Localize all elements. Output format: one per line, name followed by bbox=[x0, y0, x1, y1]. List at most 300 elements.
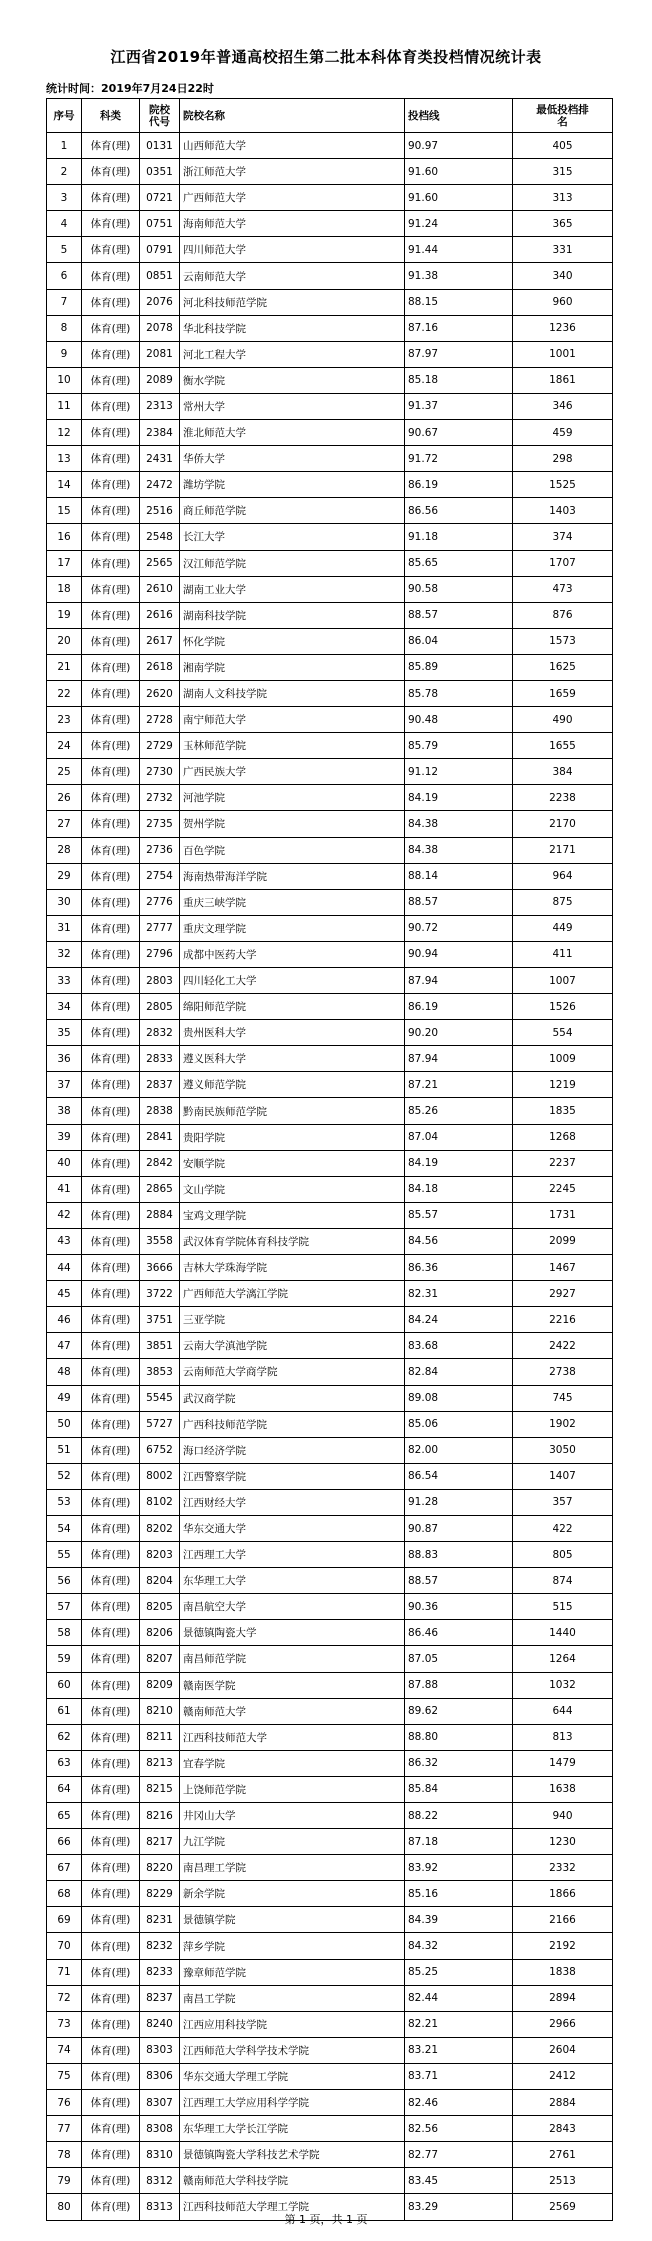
category-cell: 体育(理) bbox=[82, 1124, 140, 1150]
rank-cell: 2166 bbox=[513, 1907, 613, 1933]
rank-cell: 490 bbox=[513, 707, 613, 733]
rank-cell: 1838 bbox=[513, 1959, 613, 1985]
seq-cell: 35 bbox=[47, 1020, 82, 1046]
category-cell: 体育(理) bbox=[82, 1176, 140, 1202]
rank-cell: 960 bbox=[513, 289, 613, 315]
name-cell: 豫章师范学院 bbox=[180, 1959, 405, 1985]
category-cell: 体育(理) bbox=[82, 2063, 140, 2089]
name-cell: 绵阳师范学院 bbox=[180, 994, 405, 1020]
score-cell: 86.32 bbox=[405, 1750, 513, 1776]
table-row bbox=[47, 1385, 613, 1411]
seq-cell: 3 bbox=[47, 185, 82, 211]
code-cell: 3751 bbox=[140, 1307, 180, 1333]
table-row bbox=[47, 1594, 613, 1620]
code-cell: 2729 bbox=[140, 733, 180, 759]
category-cell: 体育(理) bbox=[82, 994, 140, 1020]
code-cell: 2865 bbox=[140, 1176, 180, 1202]
name-cell: 景德镇学院 bbox=[180, 1907, 405, 1933]
header-name: 院校名称 bbox=[180, 99, 405, 133]
code-cell: 2796 bbox=[140, 941, 180, 967]
header-code bbox=[140, 99, 180, 133]
category-cell: 体育(理) bbox=[82, 2011, 140, 2037]
name-cell: 湖南人文科技学院 bbox=[180, 680, 405, 706]
seq-cell: 48 bbox=[47, 1359, 82, 1385]
table-row bbox=[47, 602, 613, 628]
category-cell: 体育(理) bbox=[82, 968, 140, 994]
code-cell: 2842 bbox=[140, 1150, 180, 1176]
seq-cell: 67 bbox=[47, 1855, 82, 1881]
rank-cell: 1866 bbox=[513, 1881, 613, 1907]
rank-cell: 473 bbox=[513, 576, 613, 602]
table-header-row bbox=[47, 99, 613, 133]
score-cell: 86.54 bbox=[405, 1463, 513, 1489]
code-cell: 0791 bbox=[140, 237, 180, 263]
score-cell: 82.00 bbox=[405, 1437, 513, 1463]
seq-cell: 62 bbox=[47, 1724, 82, 1750]
code-cell: 8240 bbox=[140, 2011, 180, 2037]
table-row bbox=[47, 1672, 613, 1698]
table-row bbox=[47, 1568, 613, 1594]
category-cell: 体育(理) bbox=[82, 1385, 140, 1411]
seq-cell: 51 bbox=[47, 1437, 82, 1463]
code-cell: 8203 bbox=[140, 1542, 180, 1568]
table-row bbox=[47, 2142, 613, 2168]
table-row bbox=[47, 2168, 613, 2194]
rank-cell: 2604 bbox=[513, 2037, 613, 2063]
name-cell: 华北科技学院 bbox=[180, 315, 405, 341]
category-cell: 体育(理) bbox=[82, 211, 140, 237]
category-cell: 体育(理) bbox=[82, 550, 140, 576]
rank-cell: 422 bbox=[513, 1515, 613, 1541]
rank-cell: 331 bbox=[513, 237, 613, 263]
code-cell: 5727 bbox=[140, 1411, 180, 1437]
score-cell: 85.57 bbox=[405, 1202, 513, 1228]
name-cell: 东华理工大学长江学院 bbox=[180, 2116, 405, 2142]
category-cell: 体育(理) bbox=[82, 393, 140, 419]
seq-cell: 42 bbox=[47, 1202, 82, 1228]
seq-cell: 39 bbox=[47, 1124, 82, 1150]
seq-cell: 69 bbox=[47, 1907, 82, 1933]
rank-cell: 1638 bbox=[513, 1776, 613, 1802]
seq-cell: 37 bbox=[47, 1072, 82, 1098]
seq-cell: 55 bbox=[47, 1542, 82, 1568]
rank-cell: 2099 bbox=[513, 1228, 613, 1254]
code-cell: 2837 bbox=[140, 1072, 180, 1098]
table-row bbox=[47, 1750, 613, 1776]
table-row bbox=[47, 915, 613, 941]
rank-cell: 1861 bbox=[513, 367, 613, 393]
score-cell: 83.71 bbox=[405, 2063, 513, 2089]
rank-cell: 298 bbox=[513, 446, 613, 472]
code-cell: 2384 bbox=[140, 420, 180, 446]
seq-cell: 46 bbox=[47, 1307, 82, 1333]
table-row bbox=[47, 1176, 613, 1202]
name-cell: 赣南师范大学 bbox=[180, 1698, 405, 1724]
rank-cell: 1236 bbox=[513, 315, 613, 341]
category-cell: 体育(理) bbox=[82, 420, 140, 446]
rank-cell: 2422 bbox=[513, 1333, 613, 1359]
name-cell: 遵义医科大学 bbox=[180, 1046, 405, 1072]
seq-cell: 40 bbox=[47, 1150, 82, 1176]
seq-cell: 60 bbox=[47, 1672, 82, 1698]
category-cell: 体育(理) bbox=[82, 1881, 140, 1907]
code-cell: 8303 bbox=[140, 2037, 180, 2063]
category-cell: 体育(理) bbox=[82, 1855, 140, 1881]
name-cell: 重庆文理学院 bbox=[180, 915, 405, 941]
category-cell: 体育(理) bbox=[82, 707, 140, 733]
name-cell: 景德镇陶瓷大学 bbox=[180, 1620, 405, 1646]
rank-cell: 813 bbox=[513, 1724, 613, 1750]
table-row bbox=[47, 2011, 613, 2037]
score-cell: 83.92 bbox=[405, 1855, 513, 1881]
rank-cell: 411 bbox=[513, 941, 613, 967]
name-cell: 九江学院 bbox=[180, 1829, 405, 1855]
category-cell: 体育(理) bbox=[82, 1489, 140, 1515]
code-cell: 0131 bbox=[140, 133, 180, 159]
name-cell: 海口经济学院 bbox=[180, 1437, 405, 1463]
score-cell: 85.78 bbox=[405, 680, 513, 706]
score-cell: 87.16 bbox=[405, 315, 513, 341]
rank-cell: 2761 bbox=[513, 2142, 613, 2168]
code-cell: 2089 bbox=[140, 367, 180, 393]
rank-cell: 2884 bbox=[513, 2090, 613, 2116]
name-cell: 三亚学院 bbox=[180, 1307, 405, 1333]
name-cell: 湖南科技学院 bbox=[180, 602, 405, 628]
code-cell: 2732 bbox=[140, 785, 180, 811]
seq-cell: 79 bbox=[47, 2168, 82, 2194]
seq-cell: 16 bbox=[47, 524, 82, 550]
seq-cell: 23 bbox=[47, 707, 82, 733]
score-cell: 82.84 bbox=[405, 1359, 513, 1385]
category-cell: 体育(理) bbox=[82, 498, 140, 524]
score-cell: 91.18 bbox=[405, 524, 513, 550]
table-row bbox=[47, 1463, 613, 1489]
seq-cell: 77 bbox=[47, 2116, 82, 2142]
category-cell: 体育(理) bbox=[82, 1594, 140, 1620]
seq-cell: 11 bbox=[47, 393, 82, 419]
score-cell: 88.57 bbox=[405, 602, 513, 628]
score-cell: 83.45 bbox=[405, 2168, 513, 2194]
code-cell: 2076 bbox=[140, 289, 180, 315]
table-row bbox=[47, 1803, 613, 1829]
name-cell: 长江大学 bbox=[180, 524, 405, 550]
table-row bbox=[47, 2090, 613, 2116]
seq-cell: 25 bbox=[47, 759, 82, 785]
header-category: 科类 bbox=[82, 99, 140, 133]
name-cell: 四川师范大学 bbox=[180, 237, 405, 263]
seq-cell: 52 bbox=[47, 1463, 82, 1489]
seq-cell: 70 bbox=[47, 1933, 82, 1959]
score-cell: 89.08 bbox=[405, 1385, 513, 1411]
category-cell: 体育(理) bbox=[82, 133, 140, 159]
name-cell: 汉江师范学院 bbox=[180, 550, 405, 576]
category-cell: 体育(理) bbox=[82, 941, 140, 967]
seq-cell: 73 bbox=[47, 2011, 82, 2037]
category-cell: 体育(理) bbox=[82, 1803, 140, 1829]
code-cell: 8202 bbox=[140, 1515, 180, 1541]
seq-cell: 21 bbox=[47, 654, 82, 680]
score-cell: 91.28 bbox=[405, 1489, 513, 1515]
code-cell: 8312 bbox=[140, 2168, 180, 2194]
name-cell: 南宁师范大学 bbox=[180, 707, 405, 733]
table-row bbox=[47, 733, 613, 759]
rank-cell: 357 bbox=[513, 1489, 613, 1515]
code-cell: 2620 bbox=[140, 680, 180, 706]
category-cell: 体育(理) bbox=[82, 446, 140, 472]
name-cell: 江西应用科技学院 bbox=[180, 2011, 405, 2037]
table-row bbox=[47, 2063, 613, 2089]
rank-cell: 1230 bbox=[513, 1829, 613, 1855]
table-row bbox=[47, 968, 613, 994]
seq-cell: 9 bbox=[47, 341, 82, 367]
score-cell: 86.36 bbox=[405, 1255, 513, 1281]
score-cell: 90.58 bbox=[405, 576, 513, 602]
name-cell: 广西师范大学 bbox=[180, 185, 405, 211]
score-cell: 91.44 bbox=[405, 237, 513, 263]
score-cell: 83.29 bbox=[405, 2194, 513, 2220]
seq-cell: 44 bbox=[47, 1255, 82, 1281]
seq-cell: 34 bbox=[47, 994, 82, 1020]
table-row bbox=[47, 341, 613, 367]
code-cell: 8231 bbox=[140, 1907, 180, 1933]
seq-cell: 7 bbox=[47, 289, 82, 315]
category-cell: 体育(理) bbox=[82, 2194, 140, 2220]
code-cell: 2610 bbox=[140, 576, 180, 602]
seq-cell: 18 bbox=[47, 576, 82, 602]
table-row bbox=[47, 1046, 613, 1072]
rank-cell: 313 bbox=[513, 185, 613, 211]
code-cell: 2078 bbox=[140, 315, 180, 341]
rank-cell: 2237 bbox=[513, 1150, 613, 1176]
rank-cell: 554 bbox=[513, 1020, 613, 1046]
code-cell: 8209 bbox=[140, 1672, 180, 1698]
table-row bbox=[47, 1985, 613, 2011]
rank-cell: 340 bbox=[513, 263, 613, 289]
seq-cell: 12 bbox=[47, 420, 82, 446]
table-row bbox=[47, 211, 613, 237]
category-cell: 体育(理) bbox=[82, 1255, 140, 1281]
seq-cell: 15 bbox=[47, 498, 82, 524]
code-cell: 8205 bbox=[140, 1594, 180, 1620]
code-cell: 3853 bbox=[140, 1359, 180, 1385]
rank-cell: 3050 bbox=[513, 1437, 613, 1463]
score-cell: 88.14 bbox=[405, 863, 513, 889]
score-cell: 86.04 bbox=[405, 628, 513, 654]
category-cell: 体育(理) bbox=[82, 733, 140, 759]
seq-cell: 49 bbox=[47, 1385, 82, 1411]
table-row bbox=[47, 289, 613, 315]
score-cell: 88.57 bbox=[405, 1568, 513, 1594]
name-cell: 河北工程大学 bbox=[180, 341, 405, 367]
seq-cell: 72 bbox=[47, 1985, 82, 2011]
rank-cell: 2171 bbox=[513, 837, 613, 863]
name-cell: 遵义师范学院 bbox=[180, 1072, 405, 1098]
rank-cell: 346 bbox=[513, 393, 613, 419]
rank-cell: 374 bbox=[513, 524, 613, 550]
category-cell: 体育(理) bbox=[82, 341, 140, 367]
score-cell: 82.44 bbox=[405, 1985, 513, 2011]
category-cell: 体育(理) bbox=[82, 759, 140, 785]
score-cell: 90.67 bbox=[405, 420, 513, 446]
name-cell: 华东交通大学 bbox=[180, 1515, 405, 1541]
category-cell: 体育(理) bbox=[82, 1568, 140, 1594]
rank-cell: 315 bbox=[513, 159, 613, 185]
category-cell: 体育(理) bbox=[82, 1150, 140, 1176]
table-row bbox=[47, 498, 613, 524]
code-cell: 8233 bbox=[140, 1959, 180, 1985]
code-cell: 5545 bbox=[140, 1385, 180, 1411]
category-cell: 体育(理) bbox=[82, 1202, 140, 1228]
table-row bbox=[47, 1855, 613, 1881]
name-cell: 重庆三峡学院 bbox=[180, 889, 405, 915]
score-cell: 87.88 bbox=[405, 1672, 513, 1698]
name-cell: 新余学院 bbox=[180, 1881, 405, 1907]
table-row bbox=[47, 1307, 613, 1333]
table-row bbox=[47, 315, 613, 341]
name-cell: 江西师范大学科学技术学院 bbox=[180, 2037, 405, 2063]
rank-cell: 874 bbox=[513, 1568, 613, 1594]
score-cell: 87.94 bbox=[405, 1046, 513, 1072]
score-cell: 87.04 bbox=[405, 1124, 513, 1150]
name-cell: 南昌工学院 bbox=[180, 1985, 405, 2011]
category-cell: 体育(理) bbox=[82, 1463, 140, 1489]
table-row bbox=[47, 1776, 613, 1802]
name-cell: 江西科技师范大学理工学院 bbox=[180, 2194, 405, 2220]
code-cell: 8211 bbox=[140, 1724, 180, 1750]
document-title: 江西省2019年普通高校招生第二批本科体育类投档情况统计表 bbox=[110, 48, 542, 66]
table-row bbox=[47, 1072, 613, 1098]
rank-cell: 1625 bbox=[513, 654, 613, 680]
category-cell: 体育(理) bbox=[82, 472, 140, 498]
table-row bbox=[47, 1124, 613, 1150]
table-row bbox=[47, 1620, 613, 1646]
table-row bbox=[47, 1829, 613, 1855]
seq-cell: 80 bbox=[47, 2194, 82, 2220]
score-cell: 88.80 bbox=[405, 1724, 513, 1750]
name-cell: 江西理工大学应用科学学院 bbox=[180, 2090, 405, 2116]
code-cell: 0351 bbox=[140, 159, 180, 185]
score-cell: 84.18 bbox=[405, 1176, 513, 1202]
name-cell: 江西科技师范大学 bbox=[180, 1724, 405, 1750]
name-cell: 江西警察学院 bbox=[180, 1463, 405, 1489]
seq-cell: 26 bbox=[47, 785, 82, 811]
rank-cell: 1526 bbox=[513, 994, 613, 1020]
name-cell: 东华理工大学 bbox=[180, 1568, 405, 1594]
category-cell: 体育(理) bbox=[82, 1228, 140, 1254]
rank-cell: 1264 bbox=[513, 1646, 613, 1672]
name-cell: 云南师范大学 bbox=[180, 263, 405, 289]
name-cell: 南昌师范学院 bbox=[180, 1646, 405, 1672]
category-cell: 体育(理) bbox=[82, 1411, 140, 1437]
rank-cell: 2738 bbox=[513, 1359, 613, 1385]
score-cell: 84.32 bbox=[405, 1933, 513, 1959]
seq-cell: 31 bbox=[47, 915, 82, 941]
seq-cell: 4 bbox=[47, 211, 82, 237]
header-seq: 序号 bbox=[47, 99, 82, 133]
seq-cell: 65 bbox=[47, 1803, 82, 1829]
table-row bbox=[47, 837, 613, 863]
rank-cell: 2216 bbox=[513, 1307, 613, 1333]
rank-cell: 1268 bbox=[513, 1124, 613, 1150]
score-cell: 91.60 bbox=[405, 159, 513, 185]
rank-cell: 1403 bbox=[513, 498, 613, 524]
seq-cell: 53 bbox=[47, 1489, 82, 1515]
category-cell: 体育(理) bbox=[82, 2037, 140, 2063]
score-cell: 91.72 bbox=[405, 446, 513, 472]
category-cell: 体育(理) bbox=[82, 1542, 140, 1568]
category-cell: 体育(理) bbox=[82, 2168, 140, 2194]
category-cell: 体育(理) bbox=[82, 1359, 140, 1385]
category-cell: 体育(理) bbox=[82, 2116, 140, 2142]
rank-cell: 876 bbox=[513, 602, 613, 628]
admission-table bbox=[46, 98, 613, 2221]
rank-cell: 1407 bbox=[513, 1463, 613, 1489]
name-cell: 赣南医学院 bbox=[180, 1672, 405, 1698]
name-cell: 常州大学 bbox=[180, 393, 405, 419]
code-cell: 8216 bbox=[140, 1803, 180, 1829]
category-cell: 体育(理) bbox=[82, 159, 140, 185]
category-cell: 体育(理) bbox=[82, 680, 140, 706]
seq-cell: 50 bbox=[47, 1411, 82, 1437]
seq-cell: 38 bbox=[47, 1098, 82, 1124]
rank-cell: 1659 bbox=[513, 680, 613, 706]
table-row bbox=[47, 1489, 613, 1515]
code-cell: 2618 bbox=[140, 654, 180, 680]
score-cell: 87.18 bbox=[405, 1829, 513, 1855]
table-row bbox=[47, 367, 613, 393]
table-row bbox=[47, 941, 613, 967]
name-cell: 南昌理工学院 bbox=[180, 1855, 405, 1881]
code-cell: 8217 bbox=[140, 1829, 180, 1855]
category-cell: 体育(理) bbox=[82, 524, 140, 550]
rank-cell: 745 bbox=[513, 1385, 613, 1411]
name-cell: 贵州医科大学 bbox=[180, 1020, 405, 1046]
rank-cell: 1479 bbox=[513, 1750, 613, 1776]
table-row bbox=[47, 1255, 613, 1281]
score-cell: 84.19 bbox=[405, 785, 513, 811]
score-cell: 83.68 bbox=[405, 1333, 513, 1359]
rank-cell: 644 bbox=[513, 1698, 613, 1724]
rank-cell: 940 bbox=[513, 1803, 613, 1829]
name-cell: 湖南工业大学 bbox=[180, 576, 405, 602]
seq-cell: 71 bbox=[47, 1959, 82, 1985]
rank-cell: 2894 bbox=[513, 1985, 613, 2011]
header-code-text: 院校代号 bbox=[149, 103, 170, 128]
name-cell: 四川轻化工大学 bbox=[180, 968, 405, 994]
rank-cell: 2192 bbox=[513, 1933, 613, 1959]
name-cell: 宜春学院 bbox=[180, 1750, 405, 1776]
code-cell: 8308 bbox=[140, 2116, 180, 2142]
category-cell: 体育(理) bbox=[82, 1829, 140, 1855]
name-cell: 山西师范大学 bbox=[180, 133, 405, 159]
name-cell: 衡水学院 bbox=[180, 367, 405, 393]
score-cell: 86.46 bbox=[405, 1620, 513, 1646]
category-cell: 体育(理) bbox=[82, 1020, 140, 1046]
table-row bbox=[47, 889, 613, 915]
score-cell: 91.24 bbox=[405, 211, 513, 237]
rank-cell: 2927 bbox=[513, 1281, 613, 1307]
rank-cell: 1219 bbox=[513, 1072, 613, 1098]
name-cell: 华东交通大学理工学院 bbox=[180, 2063, 405, 2089]
code-cell: 8215 bbox=[140, 1776, 180, 1802]
seq-cell: 32 bbox=[47, 941, 82, 967]
rank-cell: 2238 bbox=[513, 785, 613, 811]
category-cell: 体育(理) bbox=[82, 785, 140, 811]
score-cell: 85.79 bbox=[405, 733, 513, 759]
name-cell: 怀化学院 bbox=[180, 628, 405, 654]
code-cell: 2730 bbox=[140, 759, 180, 785]
score-cell: 90.94 bbox=[405, 941, 513, 967]
